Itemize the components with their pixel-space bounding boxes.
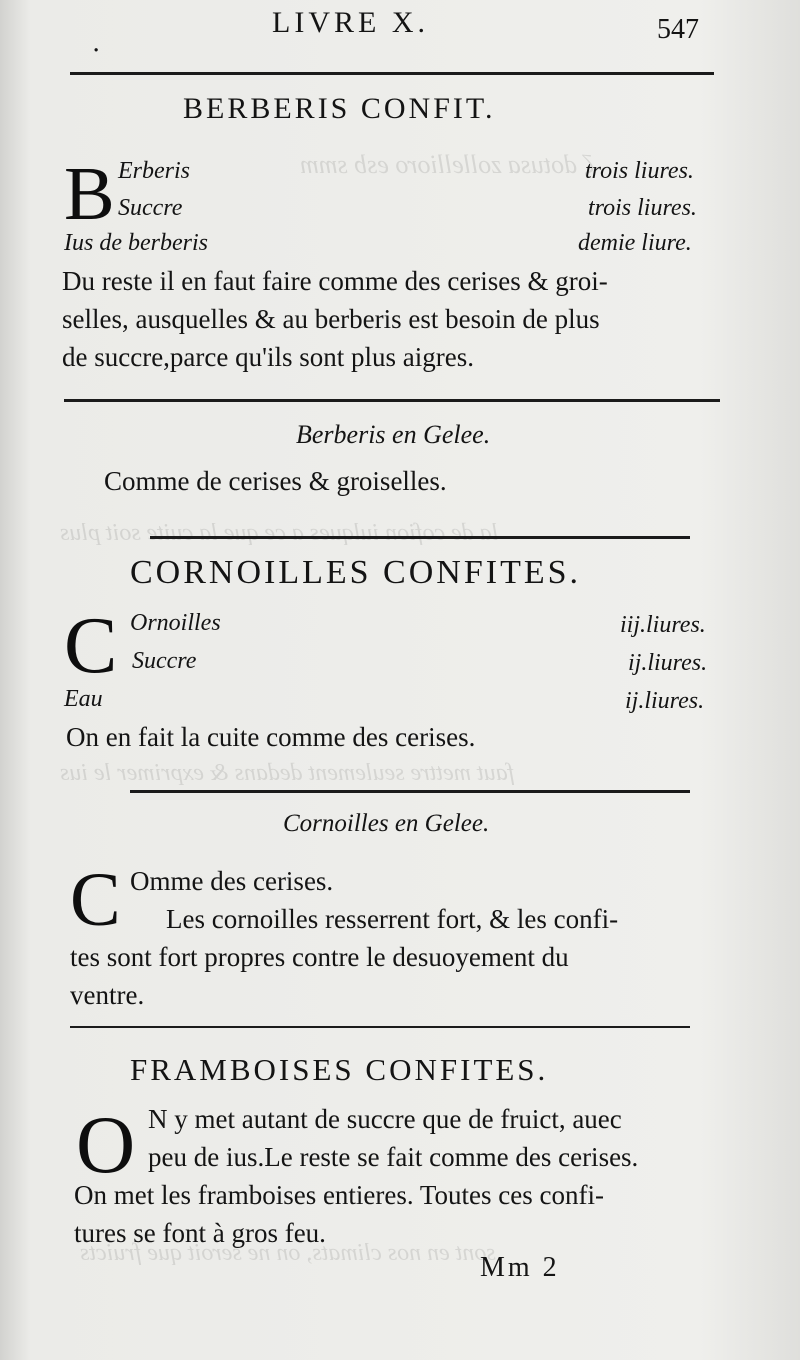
section-rule [64,399,720,402]
body-line: Du reste il en faut faire comme des cerises & groi- [62,266,608,296]
body-line: Les cornoilles resserrent fort, & les confi- [166,904,619,934]
ingredient-quantity: iij.liures. [620,612,706,638]
ingredient-name: Succre [118,195,183,221]
page-number: 547 [657,14,699,45]
signature-mark: Mm 2 [480,1252,560,1283]
dropcap-c: C [70,858,121,942]
body-line: On en fait la cuite comme des cerises. [66,722,476,752]
section-rule [70,1026,690,1028]
subsection-title-cornoilles-gelee: Cornoilles en Gelee. [283,810,490,837]
section-title-cornoilles: CORNOILLES CONFITES. [130,554,582,591]
ingredient-quantity: trois liures. [588,195,697,221]
subsection-title-berberis-gelee: Berberis en Gelee. [296,420,491,449]
running-head: LIVRE X. [272,6,429,39]
section-rule [130,790,690,793]
ingredient-name: Succre [132,648,197,674]
body-line: peu de ius.Le reste se fait comme des cerises. [148,1142,639,1172]
body-line: ventre. [70,980,145,1010]
header-rule [70,72,714,75]
section-title-berberis: BERBERIS CONFIT. [183,92,496,125]
ingredient-quantity: trois liures. [585,158,694,184]
body-line: selles, ausquelles & au berberis est besoin de plus [62,304,600,334]
ingredient-name: Erberis [118,158,190,184]
section-rule [150,536,690,539]
dropcap-c: C [64,602,118,690]
ingredient-quantity: ij.liures. [625,688,705,714]
body-line: Comme de cerises & groiselles. [104,466,447,496]
ingredient-name: Ornoilles [130,610,221,636]
dropcap-o: O [76,1099,136,1190]
dropcap-b: B [64,152,115,236]
ingredient-name: Ius de berberis [64,230,208,256]
body-line: tes sont fort propres contre le desuoyement du [70,942,569,972]
body-line: Omme des cerises. [130,866,334,896]
ingredient-name: Eau [64,686,103,712]
ingredient-quantity: ij.liures. [628,650,708,676]
body-line: N y met autant de succre que de fruict, auec [148,1104,622,1134]
bleed-through-texture: faut mettre seulement dedans & exprimer le ius [60,760,515,786]
body-line: tures se font à gros feu. [74,1218,326,1248]
section-title-framboises: FRAMBOISES CONFITES. [130,1052,549,1087]
bleed-through-texture: la de cofion iulques a ce que la cuite soit plus [60,520,499,546]
bleed-through-texture: ζ dotusa zollellioro esb smm [300,150,595,179]
header-dot: . [92,28,101,58]
ingredient-quantity: demie liure. [578,230,692,256]
body-line: de succre,parce qu'ils sont plus aigres. [62,342,474,372]
body-line: On met les framboises entieres. Toutes ces confi- [74,1180,604,1210]
bleed-through-texture: sont en nos climats, on ne seroit que fruicts [80,1240,496,1266]
